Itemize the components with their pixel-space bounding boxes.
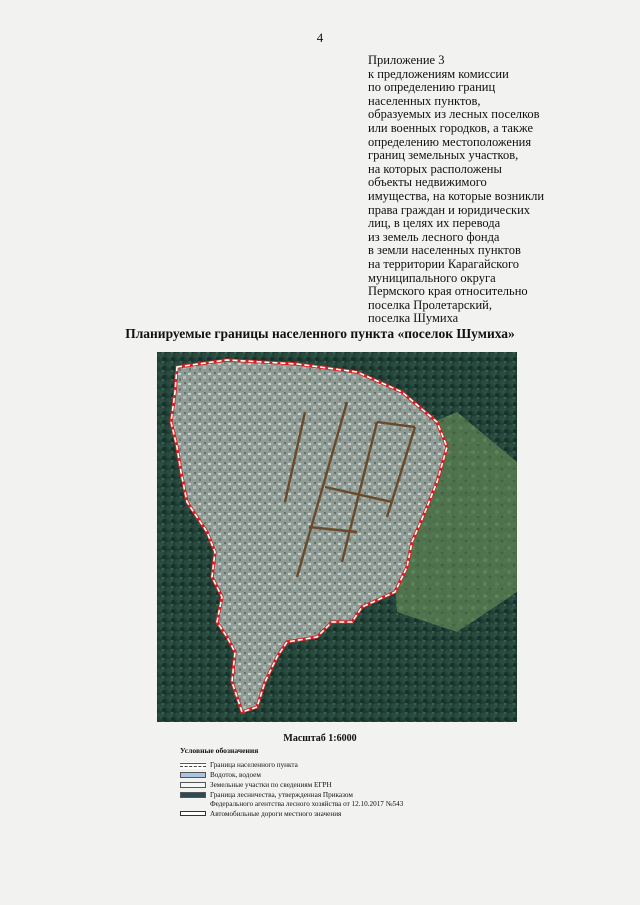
- legend-label: Граница лесничества, утвержденная Приказом: [210, 791, 353, 799]
- legend-item-water: [180, 771, 480, 781]
- appendix-line: на территории Карагайского: [368, 256, 520, 271]
- page-number: 4: [316, 30, 324, 45]
- legend-label: Граница населенного пункта: [210, 761, 298, 769]
- appendix-line: на которых расположены: [368, 161, 502, 176]
- appendix-line: имущества, на которые возникли: [368, 188, 545, 203]
- legend-item-roads: [180, 810, 480, 820]
- appendix-line: населенных пунктов,: [368, 93, 481, 108]
- appendix-line: лиц, в целях их перевода: [368, 216, 501, 231]
- appendix-line: поселка Шумиха: [368, 311, 459, 326]
- forest-swatch-icon: [180, 792, 206, 798]
- appendix-line: или военных городков, а также: [368, 120, 533, 135]
- appendix-line: Пермского края относительно: [368, 284, 528, 299]
- appendix-line: границ земельных участков,: [368, 148, 519, 163]
- appendix-line: к предложениям комиссии: [368, 66, 509, 81]
- legend-item-parcels: [180, 781, 480, 791]
- appendix-line: из земель лесного фонда: [368, 229, 500, 244]
- appendix-line: объекты недвижимого: [368, 175, 487, 190]
- map-title: Планируемые границы населенного пункта «поселок Шумиха»: [125, 326, 515, 341]
- map-image: [157, 352, 517, 722]
- road-swatch-icon: [180, 811, 206, 816]
- appendix-line: права граждан и юридических: [368, 202, 531, 217]
- appendix-line: Приложение 3: [368, 53, 445, 67]
- parcels-swatch-icon: [180, 782, 206, 788]
- appendix-line: в земли населенных пунктов: [368, 243, 521, 258]
- appendix-line: по определению границ: [368, 80, 496, 95]
- satellite-map: [157, 352, 517, 722]
- legend-label: Федерального агентства лесного хозяйства от 12.10.2017 №543: [210, 799, 404, 808]
- border-swatch-icon: [180, 762, 206, 769]
- appendix-line: муниципального округа: [368, 270, 496, 285]
- appendix-line: поселка Пролетарский,: [368, 297, 492, 312]
- legend-item-forest: [180, 791, 480, 810]
- water-swatch-icon: [180, 772, 206, 778]
- map-legend: [180, 746, 480, 820]
- legend-title: Условные обозначения: [180, 746, 259, 755]
- legend-label: Водоток, водоем: [210, 771, 261, 779]
- appendix-line: определению местоположения: [368, 134, 532, 149]
- legend-label: Автомобильные дороги местного значения: [210, 810, 342, 818]
- map-scale: Масштаб 1:6000: [283, 733, 357, 744]
- legend-item-border: [180, 761, 480, 771]
- appendix-note: [368, 54, 618, 326]
- appendix-line: образуемых из лесных поселков: [368, 107, 540, 122]
- legend-label: Земельные участки по сведениям ЕГРН: [210, 781, 332, 789]
